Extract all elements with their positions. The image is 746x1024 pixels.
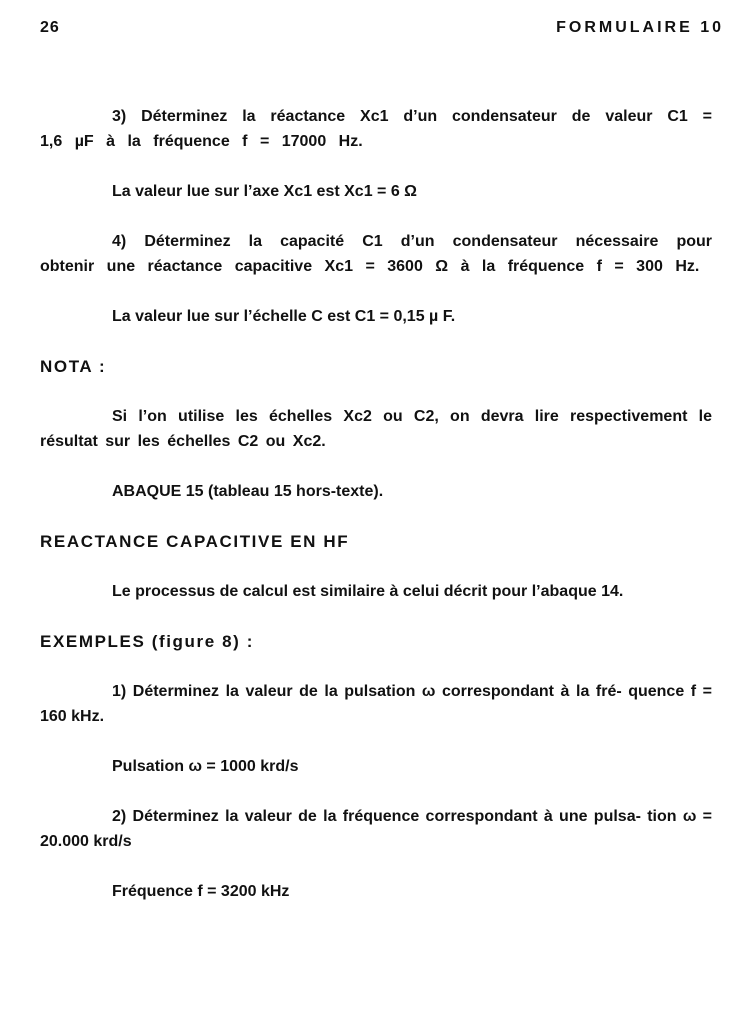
example-4-answer: La valeur lue sur l’échelle C est C1 = 0,15 µ F. (112, 308, 456, 325)
example-2-answer: Fréquence f = 3200 kHz (112, 883, 290, 900)
example-3-answer: La valeur lue sur l’axe Xc1 est Xc1 = 6 Ω (112, 183, 417, 200)
page-body (40, 104, 712, 904)
page-number: 26 (40, 19, 60, 36)
example-2-question: 2) Déterminez la valeur de la fréquence correspondant à une pulsa- tion ω = 20.000 krd/s (40, 808, 712, 850)
example-3-question: 3) Déterminez la réactance Xc1 d’un condensateur de valeur C1 = 1,6 µF à la fréquence f = 17000 Hz. (40, 108, 712, 150)
example-4-question: 4) Déterminez la capacité C1 d’un condensateur nécessaire pour obtenir une réactance capacitive Xc1 = 3600 Ω à la fréquence f = 300 Hz. (40, 233, 712, 275)
section-heading: REACTANCE CAPACITIVE EN HF (40, 532, 350, 551)
nota-text: Si l’on utilise les échelles Xc2 ou C2, on devra lire respectivement le résultat sur les échelles C2 ou Xc2. (40, 408, 712, 450)
nota-heading: NOTA : (40, 357, 107, 376)
running-title: FORMULAIRE 10 (556, 19, 724, 36)
example-1-question: 1) Déterminez la valeur de la pulsation ω correspondant à la fré- quence f = 160 kHz. (40, 683, 712, 725)
page-header (40, 19, 724, 43)
examples-heading: EXEMPLES (figure 8) : (40, 632, 255, 651)
abaque-title: ABAQUE 15 (tableau 15 hors-texte). (112, 483, 384, 500)
example-1-answer: Pulsation ω = 1000 krd/s (112, 758, 299, 775)
section-intro: Le processus de calcul est similaire à celui décrit pour l’abaque 14. (112, 583, 624, 600)
